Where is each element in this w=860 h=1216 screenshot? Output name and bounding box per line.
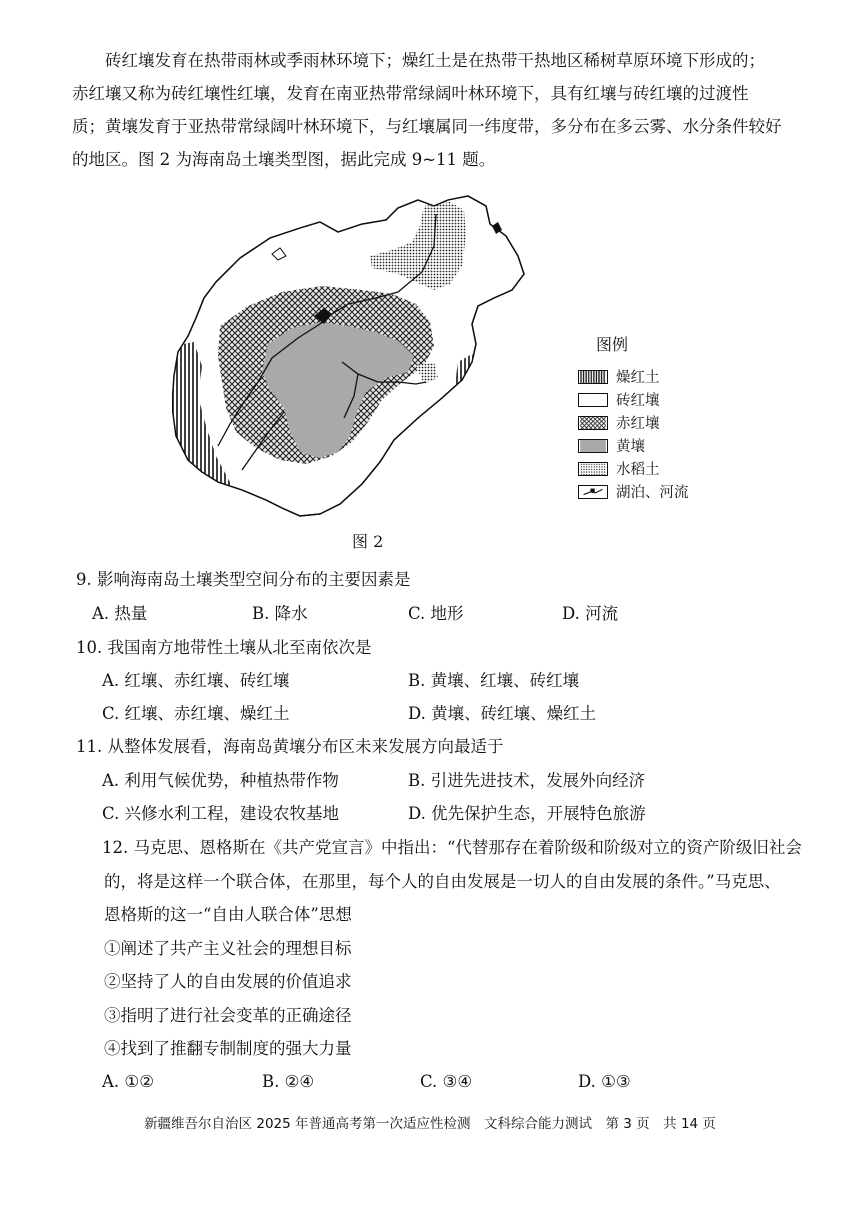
question-10-option-d: D. 黄壤、砖红壤、燥红土 <box>408 704 597 723</box>
legend-title: 图例 <box>596 335 629 354</box>
question-9-option-a: A. 热量 <box>92 604 148 623</box>
question-12-stem-line: 恩格斯的这一“自由人联合体”思想 <box>104 905 352 924</box>
question-11-option-c: C. 兴修水利工程，建设农牧基地 <box>102 804 340 823</box>
legend-label: 燥红土 <box>616 370 660 386</box>
question-11-option-d: D. 优先保护生态，开展特色旅游 <box>408 804 646 823</box>
legend-label: 黄壤 <box>616 439 645 455</box>
question-9-stem: 9. 影响海南岛土壤类型空间分布的主要因素是 <box>76 570 411 589</box>
question-9-option-d: D. 河流 <box>562 604 619 623</box>
question-12-option-a: A. ①② <box>102 1072 154 1091</box>
cross-hatch-swatch-icon <box>578 416 608 430</box>
map-legend <box>578 332 728 503</box>
legend-item <box>578 434 728 457</box>
question-12-statement-4: ④找到了推翻专制制度的强大力量 <box>104 1039 352 1058</box>
question-12-stem-line: 的，将是这样一个联合体，在那里，每个人的自由发展是一切人的自由发展的条件。”马克思、 <box>104 872 781 891</box>
question-11-option-b: B. 引进先进技术，发展外向经济 <box>408 771 646 790</box>
legend-item <box>578 365 728 388</box>
question-12-option-b: B. ②④ <box>262 1072 315 1091</box>
intro-paragraph <box>72 44 792 176</box>
question-12-statement-2: ②坚持了人的自由发展的价值追求 <box>104 972 352 991</box>
question-12-option-c: C. ③④ <box>420 1072 473 1091</box>
page-footer: 新疆维吾尔自治区 2025 年普通高考第一次适应性检测 文科综合能力测试 第 3 页 共 14 页 <box>144 1116 716 1132</box>
legend-label: 湖泊、河流 <box>616 485 689 501</box>
question-11-stem: 11. 从整体发展看，海南岛黄壤分布区未来发展方向最适于 <box>76 737 504 756</box>
intro-line: 的地区。图 2 为海南岛土壤类型图，据此完成 9~11 题。 <box>72 150 496 169</box>
question-12-option-d: D. ①③ <box>578 1072 631 1091</box>
intro-line: 赤红壤又称为砖红壤性红壤，发育在南亚热带常绿阔叶林环境下，具有红壤与砖红壤的过渡性 <box>72 84 749 103</box>
question-9-option-c: C. 地形 <box>408 604 464 623</box>
blank-swatch-icon <box>578 393 608 407</box>
question-9-option-b: B. 降水 <box>252 604 308 623</box>
figure-caption: 图 2 <box>352 532 384 551</box>
vertical-lines-swatch-icon <box>578 370 608 384</box>
intro-line: 砖红壤发育在热带雨林或季雨林环境下；燥红土是在热带干热地区稀树草原环境下形成的； <box>105 51 765 70</box>
question-12-stem-line: 12. 马克思、恩格斯在《共产党宣言》中指出：“代替那存在着阶级和阶级对立的资产阶级旧社会 <box>102 838 802 857</box>
question-12-statement-1: ①阐述了共产主义社会的理想目标 <box>104 939 352 958</box>
intro-line: 质；黄壤发育于亚热带常绿阔叶林环境下，与红壤属同一纬度带，多分布在多云雾、水分条件较好 <box>72 117 782 136</box>
legend-label: 赤红壤 <box>616 416 660 432</box>
question-10-option-c: C. 红壤、赤红壤、燥红土 <box>102 704 290 723</box>
lake-river-swatch-icon <box>578 485 608 499</box>
dots-swatch-icon <box>578 462 608 476</box>
question-10-stem: 10. 我国南方地带性土壤从北至南依次是 <box>76 638 372 657</box>
legend-item <box>578 457 728 480</box>
legend-item <box>578 411 728 434</box>
question-11-option-a: A. 利用气候优势，种植热带作物 <box>102 771 339 790</box>
question-12-statement-3: ③指明了进行社会变革的正确途径 <box>104 1006 352 1025</box>
question-10-option-b: B. 黄壤、红壤、砖红壤 <box>408 671 580 690</box>
legend-label: 水稻土 <box>616 462 660 478</box>
legend-item <box>578 388 728 411</box>
legend-item <box>578 480 728 503</box>
question-10-option-a: A. 红壤、赤红壤、砖红壤 <box>102 671 290 690</box>
legend-label: 砖红壤 <box>616 393 660 409</box>
hainan-soil-map <box>172 186 532 521</box>
gray-swatch-icon <box>578 439 608 453</box>
